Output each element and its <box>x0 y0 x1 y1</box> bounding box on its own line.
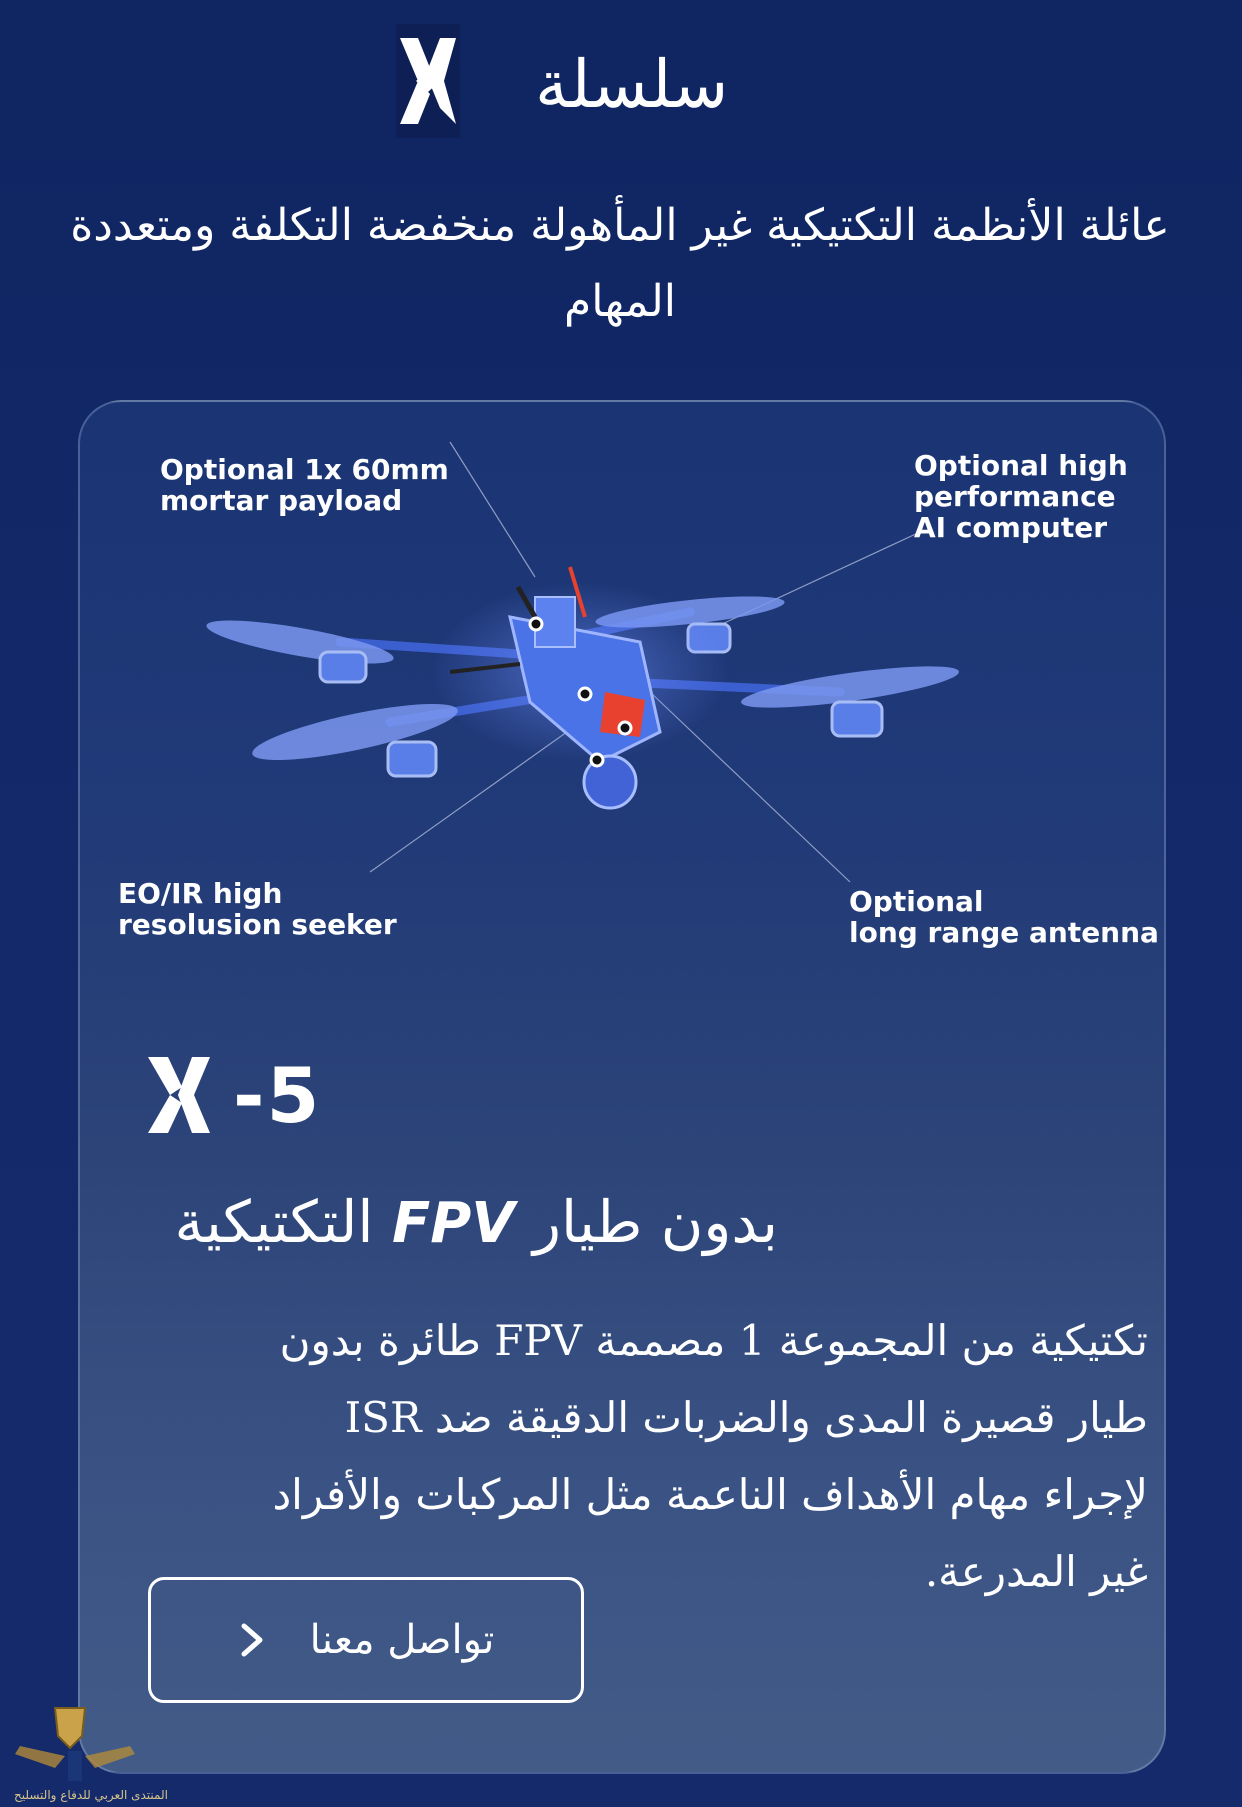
product-title-fpv: FPV <box>391 1191 515 1256</box>
page-header <box>0 0 1242 340</box>
chevron-right-icon <box>238 1622 266 1658</box>
contact-us-button[interactable] <box>148 1577 584 1703</box>
x-logo-icon <box>148 1057 210 1133</box>
product-title <box>175 1182 778 1264</box>
product-card <box>78 400 1166 1774</box>
description-text: تكتيكية من المجموعة 1 مصممة FPV طائرة بدون طيار قصيرة المدى والضربات الدقيقة ضد ISR لإجراء مهام الأهداف الناعمة مثل المركبات والأفراد غير المدرعة. <box>272 1316 1148 1596</box>
product-title-part2: التكتيكية <box>174 1188 374 1256</box>
model-number: -5 <box>233 1051 322 1140</box>
page-subtitle: عائلة الأنظمة التكتيكية غير المأهولة منخفضة التكلفة ومتعددة المهام <box>70 200 1170 327</box>
product-description <box>148 1302 1148 1610</box>
callout-ai-computer: Optional high performance AI computer <box>914 449 1128 544</box>
x-logo-icon <box>396 24 460 138</box>
product-title-part1: بدون طيار <box>533 1188 778 1256</box>
callout-long-range-antenna: Optional long range antenna <box>849 885 1159 949</box>
callout-eo-ir-seeker: EO/IR high resolusion seeker <box>118 877 397 941</box>
callout-mortar-payload: Optional 1x 60mm mortar payload <box>160 453 449 517</box>
contact-us-label: تواصل معنا <box>309 1617 495 1663</box>
drone-diagram <box>80 402 1164 1002</box>
watermark-text: المنتدى العربي للدفاع والتسليح <box>14 1788 168 1802</box>
series-title: سلسلة <box>535 46 729 123</box>
